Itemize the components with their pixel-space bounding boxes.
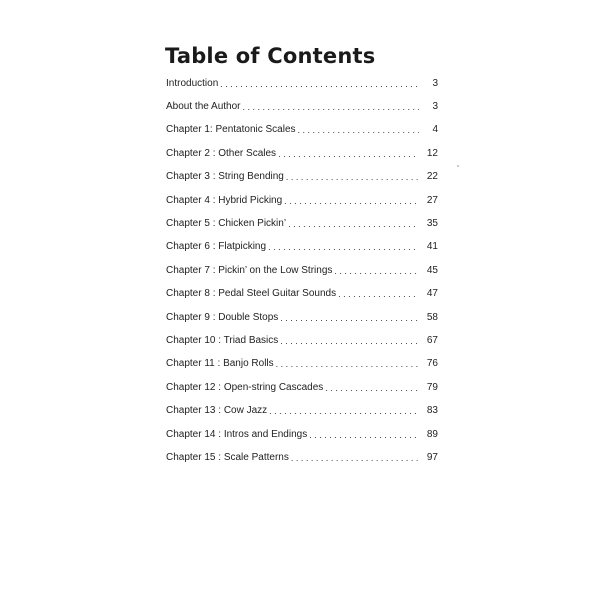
toc-entry-label: Chapter 5 : Chicken Pickin’	[166, 218, 287, 230]
toc-entry-page-number: 58	[426, 311, 438, 323]
dot-leader	[286, 171, 419, 183]
dot-leader	[291, 452, 419, 464]
table-of-contents	[166, 72, 438, 470]
toc-entry-page-number: 27	[426, 194, 438, 206]
toc-entry-page-number: 41	[426, 241, 438, 253]
toc-entry-label: Chapter 9 : Double Stops	[166, 311, 279, 323]
dot-leader	[338, 288, 419, 300]
toc-entry-page-number: 67	[426, 334, 438, 346]
toc-entry-page-number: 97	[426, 451, 438, 463]
toc-entry-page-number: 45	[426, 264, 438, 276]
toc-entry-page-number: 79	[426, 381, 438, 393]
toc-entry-page-number: 76	[426, 358, 438, 370]
toc-entry-chapter-6[interactable]	[166, 236, 438, 259]
toc-entry-label: About the Author	[166, 101, 241, 113]
dot-leader	[298, 124, 419, 136]
toc-entry-label: Chapter 2 : Other Scales	[166, 147, 277, 159]
toc-entry-chapter-7[interactable]	[166, 259, 438, 282]
dot-leader	[269, 405, 419, 417]
dot-leader	[288, 218, 419, 230]
toc-entry-page-number: 3	[432, 77, 438, 89]
dot-leader	[268, 241, 419, 253]
toc-entry-chapter-5[interactable]	[166, 212, 438, 235]
dot-leader	[276, 358, 419, 370]
toc-entry-page-number: 35	[426, 218, 438, 230]
toc-entry-chapter-12[interactable]	[166, 376, 438, 399]
toc-entry-label: Chapter 7 : Pickin’ on the Low Strings	[166, 264, 333, 276]
dot-leader	[284, 195, 419, 207]
toc-entry-chapter-15[interactable]	[166, 446, 438, 469]
toc-entry-chapter-3[interactable]	[166, 166, 438, 189]
toc-entry-label: Chapter 4 : Hybrid Picking	[166, 194, 283, 206]
toc-entry-chapter-14[interactable]	[166, 423, 438, 446]
toc-entry-page-number: 47	[426, 288, 438, 300]
dot-leader	[220, 78, 419, 90]
toc-entry-label: Chapter 13 : Cow Jazz	[166, 405, 268, 417]
dot-leader	[309, 429, 419, 441]
paper-speck	[457, 165, 459, 167]
toc-entry-about-the-author[interactable]	[166, 95, 438, 118]
toc-entry-label: Chapter 3 : String Bending	[166, 171, 284, 183]
dot-leader	[280, 312, 419, 324]
toc-entry-page-number: 12	[426, 147, 438, 159]
toc-entry-label: Chapter 12 : Open-string Cascades	[166, 381, 324, 393]
toc-entry-label: Chapter 10 : Triad Basics	[166, 334, 279, 346]
toc-entry-chapter-8[interactable]	[166, 283, 438, 306]
toc-entry-label: Chapter 11 : Banjo Rolls	[166, 358, 274, 370]
toc-entry-introduction[interactable]	[166, 72, 438, 95]
toc-entry-page-number: 83	[426, 405, 438, 417]
toc-entry-chapter-10[interactable]	[166, 329, 438, 352]
dot-leader	[280, 335, 419, 347]
toc-entry-chapter-4[interactable]	[166, 189, 438, 212]
toc-entry-chapter-2[interactable]	[166, 142, 438, 165]
dot-leader	[334, 265, 419, 277]
page-title: Table of Contents	[165, 44, 376, 68]
toc-entry-label: Chapter 1: Pentatonic Scales	[166, 124, 296, 136]
toc-entry-page-number: 3	[432, 101, 438, 113]
toc-entry-chapter-11[interactable]	[166, 353, 438, 376]
toc-entry-label: Chapter 8 : Pedal Steel Guitar Sounds	[166, 288, 337, 300]
toc-entry-chapter-13[interactable]	[166, 399, 438, 422]
toc-entry-chapter-9[interactable]	[166, 306, 438, 329]
toc-entry-page-number: 89	[426, 428, 438, 440]
dot-leader	[243, 101, 419, 113]
toc-entry-chapter-1[interactable]	[166, 119, 438, 142]
toc-entry-label: Introduction	[166, 77, 219, 89]
toc-entry-page-number: 4	[432, 124, 438, 136]
dot-leader	[325, 382, 419, 394]
dot-leader	[278, 148, 419, 160]
toc-entry-label: Chapter 6 : Flatpicking	[166, 241, 267, 253]
toc-entry-label: Chapter 14 : Intros and Endings	[166, 428, 308, 440]
toc-entry-page-number: 22	[426, 171, 438, 183]
toc-entry-label: Chapter 15 : Scale Patterns	[166, 451, 289, 463]
